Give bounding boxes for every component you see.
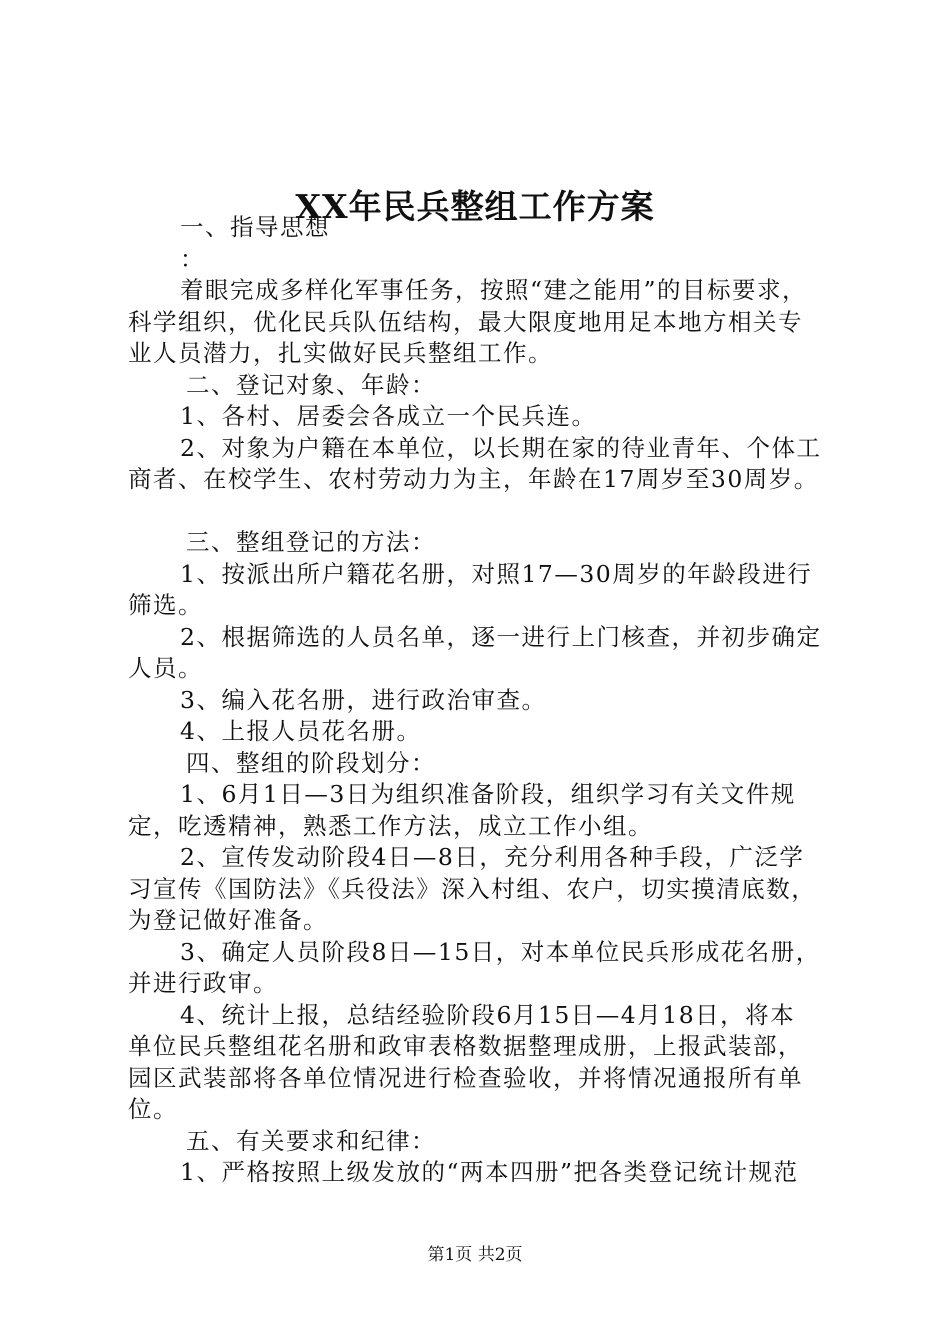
- document-title: XX年民兵整组工作方案: [295, 187, 655, 226]
- heading-registration: 二、登记对象、年龄：: [186, 370, 436, 399]
- list-item-continuation: 定，吃透精神，熟悉工作方法，成立工作小组。: [128, 811, 653, 840]
- list-item-continuation: 为登记做好准备。: [128, 906, 328, 934]
- list-item: 2、宣传发动阶段4日—8日，充分利用各种手段，广泛学: [180, 843, 805, 871]
- heading-methods: 三、整组登记的方法：: [186, 528, 436, 556]
- list-item: 4、统计上报，总结经验阶段6月15日—4月18日，将本: [180, 1000, 796, 1029]
- colon-line: ：: [180, 244, 205, 273]
- list-item: 3、编入花名册，进行政治审查。: [180, 685, 547, 714]
- list-item: 2、根据筛选的人员名单，逐一进行上门核查，并初步确定: [180, 622, 822, 651]
- list-item-continuation: 习宣传《国防法》《兵役法》深入村组、农户，切实摸清底数，: [128, 874, 817, 903]
- heading-guiding-ideology: 一、指导思想: [180, 213, 330, 241]
- blank-line: [128, 496, 838, 528]
- list-item: 2、对象为户籍在本单位，以长期在家的待业青年、个体工: [180, 433, 822, 462]
- list-item-continuation: 位。: [128, 1095, 178, 1123]
- heading-requirements: 五、有关要求和纪律：: [186, 1126, 436, 1155]
- document-body: [128, 212, 838, 1189]
- list-item-continuation: 并进行政审。: [128, 969, 278, 997]
- paragraph-line: 业人员潜力，扎实做好民兵整组工作。: [128, 339, 553, 367]
- heading-phases: 四、整组的阶段划分：: [186, 748, 436, 777]
- list-item-continuation: 人员。: [128, 654, 203, 682]
- list-item: 4、上报人员花名册。: [180, 717, 422, 745]
- list-item-continuation: 商者、在校学生、农村劳动力为主，年龄在17周岁至30周岁。: [128, 465, 819, 493]
- list-item-continuation: 单位民兵整组花名册和政审表格数据整理成册，上报武装部，: [128, 1032, 803, 1060]
- paragraph-line: 着眼完成多样化军事任务，按照“建之能用”的目标要求，: [180, 276, 808, 304]
- list-item: 1、6月1日—3日为组织准备阶段，组织学习有关文件规: [180, 780, 796, 808]
- list-item: 1、各村、居委会各成立一个民兵连。: [180, 402, 597, 430]
- list-item: 1、按派出所户籍花名册，对照17—30周岁的年龄段进行: [180, 559, 813, 588]
- list-item-continuation: 筛选。: [128, 591, 203, 619]
- list-item: 3、确定人员阶段8日—15日，对本单位民兵形成花名册，: [180, 937, 821, 966]
- paragraph-line: 科学组织，优化民兵队伍结构，最大限度地用足本地方相关专: [128, 307, 803, 336]
- list-item: 1、严格按照上级发放的“两本四册”把各类登记统计规范: [180, 1158, 799, 1186]
- list-item-continuation: 园区武装部将各单位情况进行检查验收，并将情况通报所有单: [128, 1063, 803, 1092]
- page-footer: 第1页 共2页: [427, 1245, 523, 1265]
